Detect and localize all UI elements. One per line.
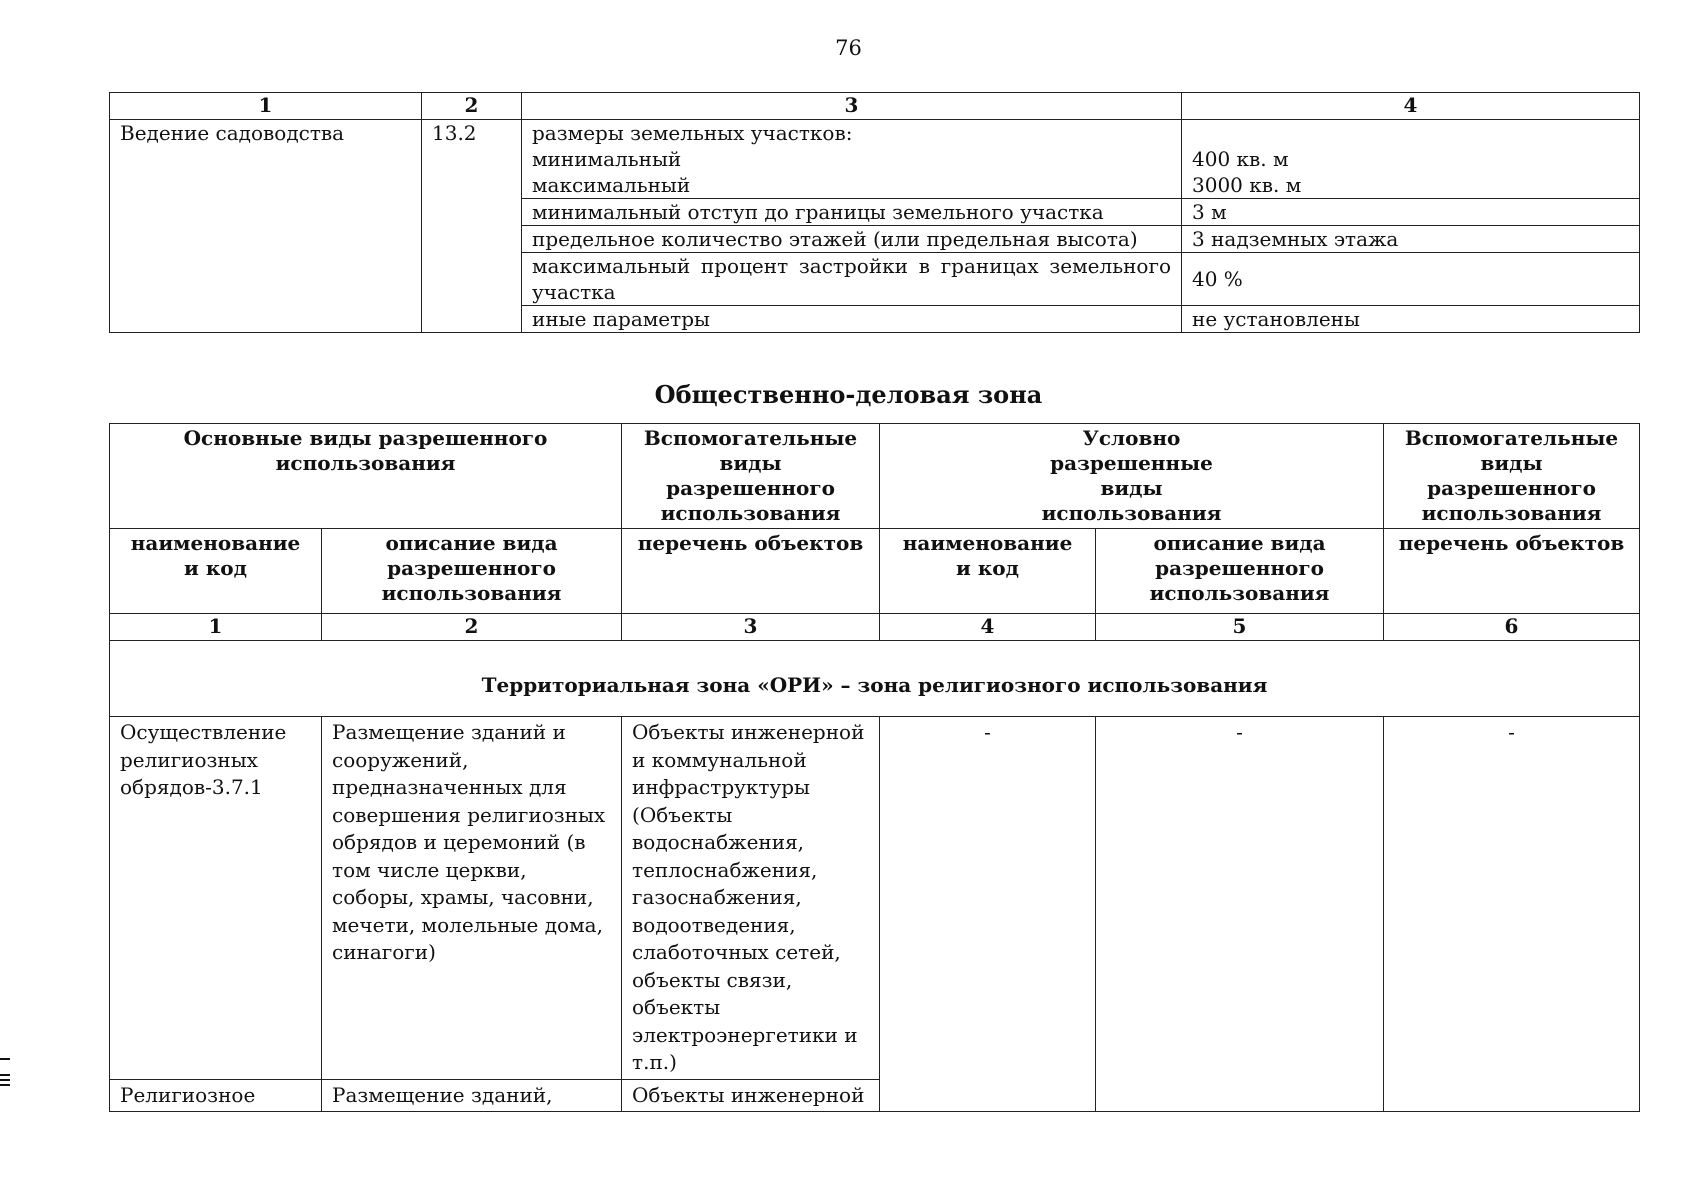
column-number: 2: [322, 614, 622, 641]
table-row: [110, 120, 1640, 199]
column-number: 4: [880, 614, 1096, 641]
description-header-2: описание вида разрешенного использования: [1096, 529, 1384, 614]
column-number: 6: [1384, 614, 1640, 641]
dash: -: [1508, 720, 1515, 744]
setback-value: 3 м: [1182, 199, 1640, 226]
column-number: 5: [1096, 614, 1384, 641]
top-table: [109, 92, 1640, 333]
main-uses-header: Основные виды разрешенного использования: [110, 424, 622, 529]
header-cell: 4: [1182, 93, 1640, 120]
name-code-header-2: наименование и код: [880, 529, 1096, 614]
name-code-header: наименование и код: [110, 529, 322, 614]
header-cell: 3: [522, 93, 1182, 120]
zone-title-row: [110, 641, 1640, 717]
use-description: Размещение зданий и сооружений, предназначенных для совершения религиозных обрядов и церемоний (в том числе церкви, соборы, храмы, часовни, мечети, молельные дома, синагоги): [322, 717, 622, 1080]
use-description: Размещение зданий,: [322, 1079, 622, 1112]
header-row: [110, 93, 1640, 120]
use-objects: Объекты инженерной и коммунальной инфраструктуры (Объекты водоснабжения, теплоснабжения, газоснабжения, водоотведения, слаботочных сетей, объекты связи, объекты электроэнергетики и т.п.): [622, 717, 880, 1080]
max-value: 3000 кв. м: [1192, 173, 1302, 197]
aux-uses-header-2: Вспомогательные виды разрешенного использования: [1384, 424, 1640, 529]
dash: -: [1236, 720, 1243, 744]
sub-header-row: [110, 529, 1640, 614]
other-value: не установлены: [1182, 306, 1640, 333]
setback-label: минимальный отступ до границы земельного участка: [522, 199, 1182, 226]
header-cell: 2: [422, 93, 522, 120]
objects-header: перечень объектов: [622, 529, 880, 614]
use-name: Осуществление религиозных обрядов-3.7.1: [110, 717, 322, 1080]
other-label: иные параметры: [522, 306, 1182, 333]
zone-title: Территориальная зона «ОРИ» – зона религиозного использования: [110, 641, 1640, 717]
zoning-table: [109, 423, 1640, 1112]
group-header-row: [110, 424, 1640, 529]
plot-size-cell: [522, 120, 1182, 199]
code-cell: 13.2: [422, 120, 522, 333]
table-row: [110, 717, 1640, 1080]
spacer: [1192, 120, 1629, 146]
use-objects: Объекты инженерной: [622, 1079, 880, 1112]
objects-header-2: перечень объектов: [1384, 529, 1640, 614]
scan-margin-marks: [0, 1058, 10, 1089]
min-label: минимальный: [532, 147, 682, 171]
conditional-objects: [1384, 717, 1640, 1112]
floors-value: 3 надземных этажа: [1182, 226, 1640, 253]
use-name: Религиозное: [110, 1079, 322, 1112]
conditional-name: [880, 717, 1096, 1112]
coverage-value: 40 %: [1182, 253, 1640, 306]
min-value: 400 кв. м: [1192, 147, 1289, 171]
activity-cell: Ведение садоводства: [110, 120, 422, 333]
conditional-uses-header: Условно разрешенные виды использования: [880, 424, 1384, 529]
header-cell: 1: [110, 93, 422, 120]
dash: -: [984, 720, 991, 744]
coverage-label: максимальный процент застройки в границах земельного участка: [522, 253, 1182, 306]
column-number: 1: [110, 614, 322, 641]
zone-heading: Общественно-деловая зона: [654, 380, 1043, 409]
column-number: 3: [622, 614, 880, 641]
plot-sizes-label: размеры земельных участков:: [532, 121, 853, 145]
aux-uses-header: Вспомогательные виды разрешенного использования: [622, 424, 880, 529]
description-header: описание вида разрешенного использования: [322, 529, 622, 614]
page-number: 76: [835, 36, 862, 60]
conditional-description: [1096, 717, 1384, 1112]
max-label: максимальный: [532, 173, 691, 197]
floors-label: предельное количество этажей (или предельная высота): [522, 226, 1182, 253]
plot-size-values: [1182, 120, 1640, 199]
column-number-row: [110, 614, 1640, 641]
